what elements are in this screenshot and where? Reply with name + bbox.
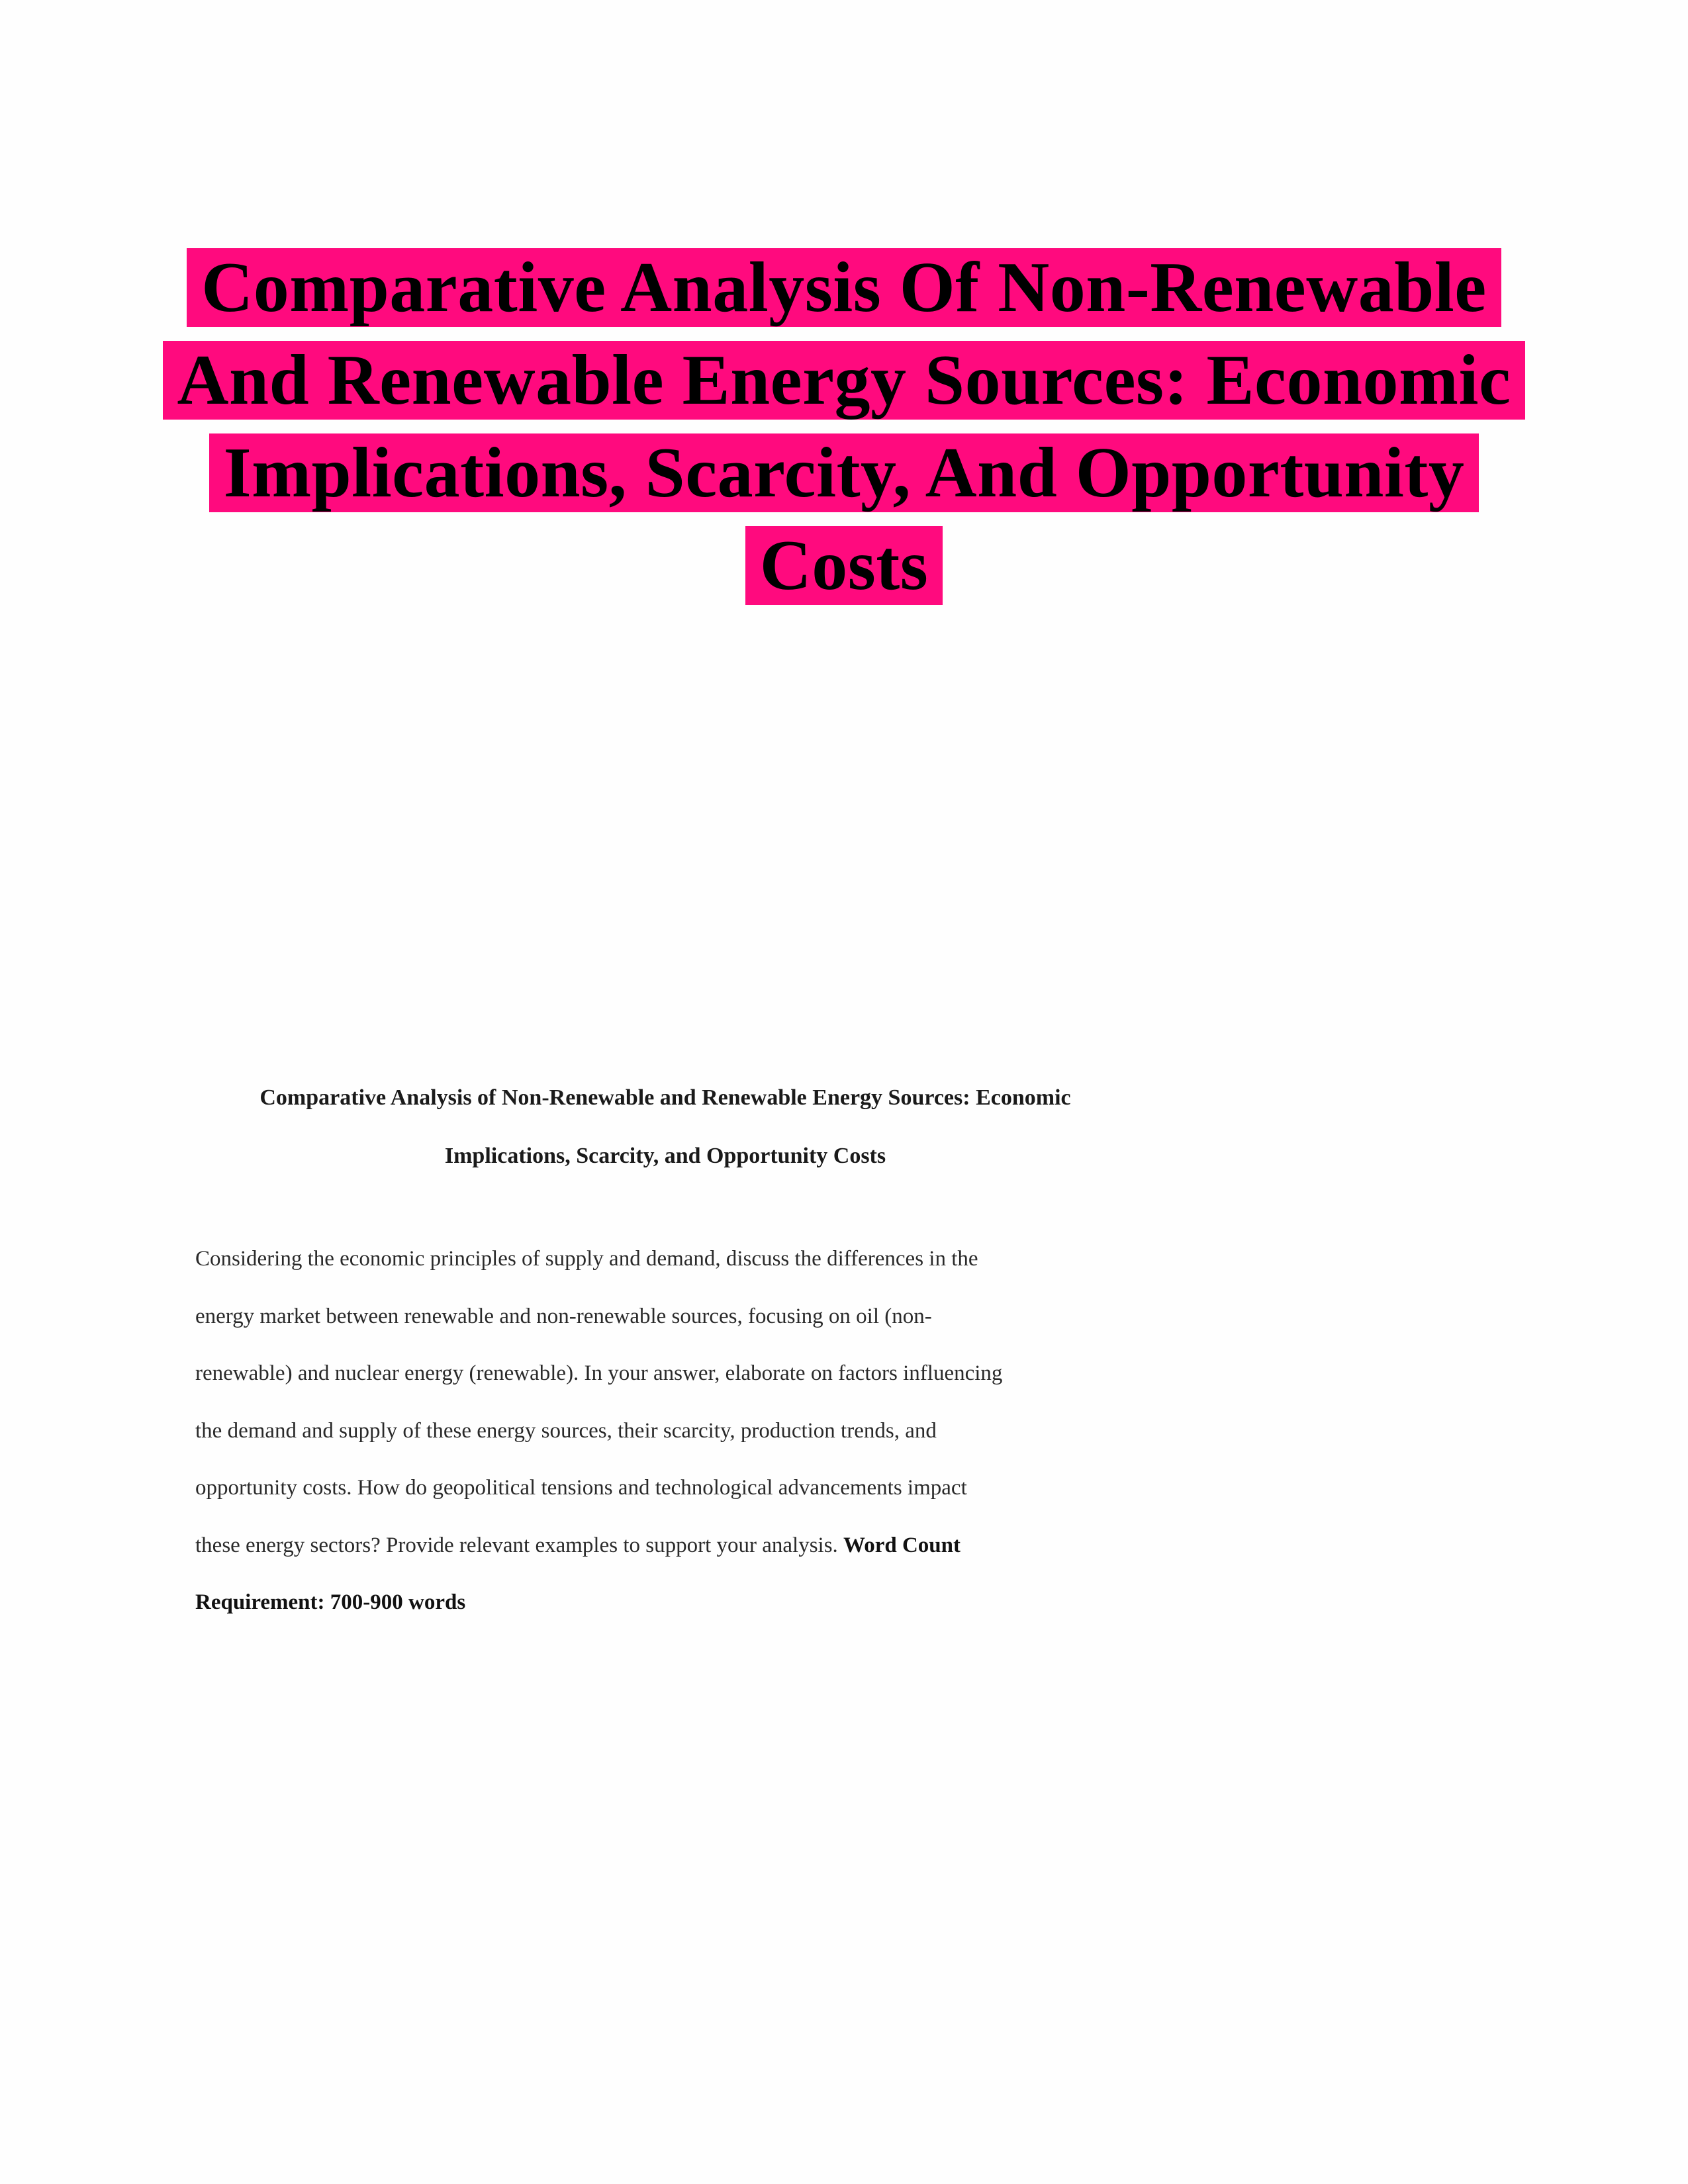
body-line: the demand and supply of these energy sources, their scarcity, production trends, and bbox=[195, 1418, 937, 1443]
body-line bbox=[195, 1517, 1135, 1574]
title-line bbox=[152, 242, 1536, 334]
title-line bbox=[152, 520, 1536, 612]
document-snapshot bbox=[195, 1069, 1135, 1631]
document-title-line: Comparative Analysis of Non-Renewable and Renewable Energy Sources: Economic bbox=[259, 1085, 1071, 1110]
title-line-text: Implications, Scarcity, And Opportunity bbox=[209, 433, 1479, 512]
title-line bbox=[152, 427, 1536, 520]
body-line: energy market between renewable and non-renewable sources, focusing on oil (non- bbox=[195, 1304, 932, 1328]
body-line bbox=[195, 1574, 1135, 1631]
body-line-text: these energy sectors? Provide relevant examples to support your analysis. bbox=[195, 1533, 838, 1557]
title-line bbox=[152, 334, 1536, 427]
document-title-line: Implications, Scarcity, and Opportunity Costs bbox=[444, 1144, 886, 1168]
body-line: Considering the economic principles of supply and demand, discuss the differences in the bbox=[195, 1247, 978, 1271]
word-count-label: Word Count bbox=[843, 1533, 961, 1557]
title-line-text: Costs bbox=[745, 526, 943, 605]
body-line: renewable) and nuclear energy (renewable). In your answer, elaborate on factors influencing bbox=[195, 1361, 1003, 1385]
highlighted-title bbox=[152, 242, 1536, 612]
document-body bbox=[195, 1230, 1135, 1631]
word-count-requirement: Requirement: 700-900 words bbox=[195, 1590, 466, 1614]
title-line-text: And Renewable Energy Sources: Economic bbox=[163, 341, 1526, 420]
body-line: opportunity costs. How do geopolitical tensions and technological advancements impact bbox=[195, 1476, 967, 1500]
title-line-text: Comparative Analysis Of Non-Renewable bbox=[187, 248, 1501, 327]
document-title bbox=[195, 1069, 1135, 1185]
